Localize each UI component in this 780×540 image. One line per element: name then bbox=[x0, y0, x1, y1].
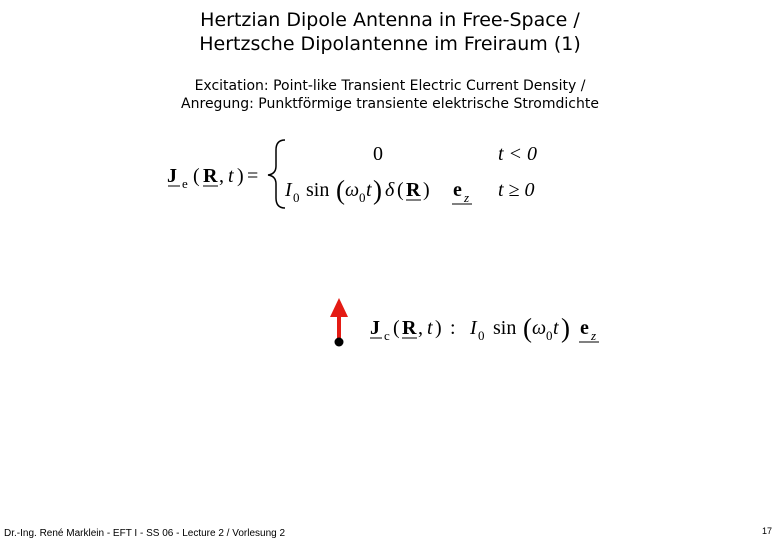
svg-text:(: ( bbox=[523, 313, 532, 343]
svg-text:): ) bbox=[423, 179, 430, 201]
svg-text:sin: sin bbox=[493, 317, 517, 339]
svg-text:): ) bbox=[561, 313, 570, 343]
svg-text:0: 0 bbox=[478, 328, 485, 343]
piecewise-current-density-formula bbox=[167, 140, 537, 208]
page-number: 17 bbox=[761, 526, 772, 536]
svg-text:(: ( bbox=[336, 175, 345, 205]
svg-text:t: t bbox=[366, 179, 372, 201]
svg-text:δ: δ bbox=[385, 179, 395, 201]
title-line-1: Hertzian Dipole Antenna in Free-Space / bbox=[200, 9, 580, 31]
svg-text:(: ( bbox=[193, 165, 200, 187]
svg-text:0: 0 bbox=[359, 190, 366, 205]
brace-shape bbox=[268, 140, 285, 208]
svg-text:J: J bbox=[370, 317, 380, 339]
svg-text:0: 0 bbox=[293, 190, 300, 205]
svg-text:t: t bbox=[553, 317, 559, 339]
svg-text:): ) bbox=[237, 165, 244, 187]
svg-text:c: c bbox=[384, 328, 390, 343]
svg-text:t: t bbox=[427, 317, 433, 339]
svg-text:(: ( bbox=[397, 179, 404, 201]
dipole-current-annotation bbox=[370, 313, 599, 343]
case-1-value: 0 bbox=[373, 143, 383, 165]
svg-text:e: e bbox=[580, 317, 589, 339]
svg-text:R: R bbox=[203, 165, 218, 187]
svg-text:R: R bbox=[406, 179, 421, 201]
case-2-condition: t ≥ 0 bbox=[498, 179, 535, 201]
svg-text:ω: ω bbox=[532, 317, 547, 339]
title-line-2: Hertzsche Dipolantenne im Freiraum (1) bbox=[199, 33, 581, 55]
svg-text:J: J bbox=[167, 165, 177, 187]
svg-text:e: e bbox=[453, 179, 462, 201]
svg-text:): ) bbox=[373, 175, 382, 205]
svg-text:=: = bbox=[247, 165, 259, 187]
svg-text:): ) bbox=[435, 317, 442, 339]
svg-text:ω: ω bbox=[345, 179, 360, 201]
svg-text:0: 0 bbox=[546, 328, 553, 343]
svg-text:e: e bbox=[182, 176, 188, 191]
dipole-arrow-icon bbox=[330, 298, 348, 347]
svg-text:sin: sin bbox=[306, 179, 330, 201]
svg-text:I: I bbox=[285, 179, 292, 201]
svg-text:(: ( bbox=[393, 317, 400, 339]
subtitle-line-2: Anregung: Punktförmige transiente elektrische Stromdichte bbox=[181, 96, 599, 112]
svg-text:,: , bbox=[219, 165, 224, 187]
svg-text:I: I bbox=[470, 317, 477, 339]
footer-author: Dr.-Ing. René Marklein - EFT I - SS 06 - Lecture 2 / Vorlesung 2 bbox=[4, 528, 286, 539]
svg-text:R: R bbox=[402, 317, 417, 339]
svg-text:t: t bbox=[228, 165, 234, 187]
subtitle-line-1: Excitation: Point-like Transient Electric Current Density / bbox=[194, 78, 586, 94]
svg-text::: : bbox=[450, 317, 456, 339]
svg-text:z: z bbox=[464, 190, 470, 205]
case-1-condition: t < 0 bbox=[498, 143, 538, 165]
svg-text:,: , bbox=[418, 317, 423, 339]
svg-text:z: z bbox=[591, 328, 597, 343]
